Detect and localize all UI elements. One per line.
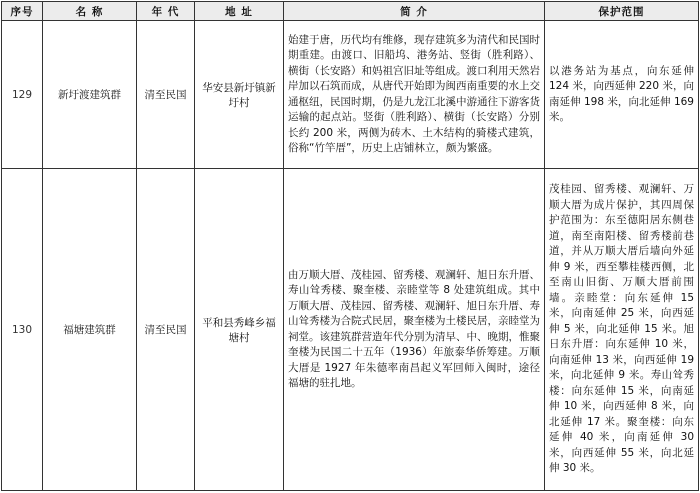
table-row xyxy=(2,169,699,491)
row-address: 华安县新圩镇新圩村 xyxy=(195,21,284,169)
table-header-row xyxy=(2,2,699,21)
table-row xyxy=(2,21,699,169)
header-name: 名 称 xyxy=(43,2,137,21)
row-protection: 以港务站为基点，向东延伸 124 米，向西延伸 220 米，向南延伸 198 米，向北延伸 169 米。 xyxy=(549,64,694,123)
row-protection-cell xyxy=(545,169,699,491)
row-era: 清至民国 xyxy=(137,21,195,169)
row-protection-cell xyxy=(545,21,699,169)
header-address: 地 址 xyxy=(195,2,284,21)
row-name: 新圩渡建筑群 xyxy=(43,21,137,169)
header-protection: 保护范围 xyxy=(545,2,699,21)
row-era: 清至民国 xyxy=(137,169,195,491)
row-intro-cell xyxy=(284,169,545,491)
header-number: 序号 xyxy=(2,2,43,21)
row-number: 130 xyxy=(2,169,43,491)
row-address: 平和县秀峰乡福塘村 xyxy=(195,169,284,491)
row-intro: 始建于唐，历代均有维修，现存建筑多为清代和民国时期重建。由渡口、旧船坞、港务站、竖街（胜利路）、横街（长安路）和妈祖宫旧址等组成。渡口利用天然岩岸加以石筑而成，从唐代开始即为闽西南重要的水上交通枢纽，民国时期，仍是九龙江北溪中游通往下游客货运输的起点站。竖街（胜利路）、横街（长安路）分别长约 200 米，两侧为砖木、土木结构的骑楼式建筑，俗称“竹竿厝”，历史上店铺林立，颇为繁盛。 xyxy=(288,33,540,154)
row-number: 129 xyxy=(2,21,43,169)
row-protection: 茂桂园、留秀楼、观澜轩、万顺大厝为成片保护，其四周保护范围为：东至德阳居东侧巷道，南至南阳楼、留秀楼前巷道，并从万顺大厝后墙向外延伸 9 米，西至攀桂楼西侧，北至南山旧街、万顺大厝前围墙。亲睦堂：向东延伸 15 米，向南延伸 25 米，向西延伸 5 米，向北延伸 15 米。旭日东升厝：向东延伸 10 米，向南延伸 13 米，向西延伸 19 米，向北延伸 9 米。寿山耸秀楼：向东延伸 15 米，向南延伸 10 米，向西延伸 8 米，向北延伸 17 米。聚奎楼：向东延伸 40 米，向南延伸 30 米，向西延伸 55 米，向北延伸 30 米。 xyxy=(549,183,694,475)
header-era: 年 代 xyxy=(137,2,195,21)
row-intro: 由万顺大厝、茂桂园、留秀楼、观澜轩、旭日东升厝、寿山耸秀楼、聚奎楼、亲睦堂等 8 处建筑组成。其中万顺大厝、茂桂园、留秀楼、观澜轩、旭日东升厝、寿山耸秀楼为合院式民居，聚奎楼为土楼民居，亲睦堂为祠堂。该建筑群营造年代分别为清早、中、晚期，惟聚奎楼为民国二十五年（1936）年旅泰华侨筹建。万顺大厝是 1927 年朱德率南昌起义军回师入闽时，途径福塘的驻扎地。 xyxy=(288,268,540,389)
row-name: 福塘建筑群 xyxy=(43,169,137,491)
heritage-table xyxy=(1,1,699,491)
row-intro-cell xyxy=(284,21,545,169)
header-intro: 简 介 xyxy=(284,2,545,21)
